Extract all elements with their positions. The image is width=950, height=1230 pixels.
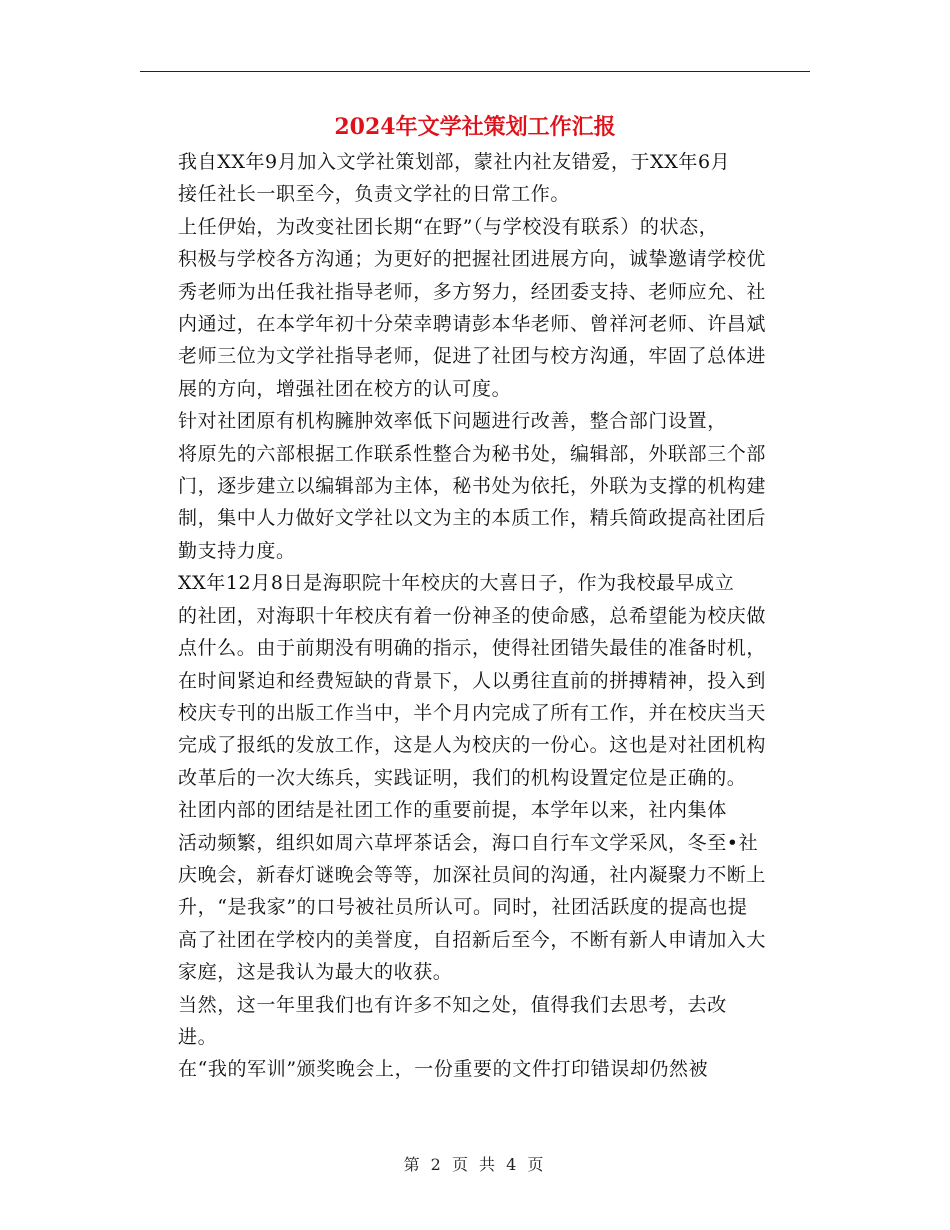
paragraph-line: 针对社团原有机构臃肿效率低下问题进行改善，整合部门设置， <box>178 410 727 433</box>
paragraph-line: 展的方向，增强社团在校方的认可度。 <box>178 377 512 400</box>
paragraph-line: 制，集中人力做好文学社以文为主的本质工作，精兵简政提高社团后 <box>178 507 767 530</box>
paragraph-line: 改革后的一次大练兵，实践证明，我们的机构设置定位是正确的。 <box>178 766 747 789</box>
document-body <box>140 146 810 1086</box>
body-paragraph <box>140 989 810 1054</box>
body-paragraph <box>140 1053 810 1085</box>
paragraph-line: 进。 <box>178 1025 218 1048</box>
paragraph-line: 我自XX年9月加入文学社策划部，蒙社内社友错爱，于XX年6月 <box>178 151 731 173</box>
paragraph-line: 在“我的军训”颁奖晚会上，一份重要的文件打印错误却仍然被 <box>178 1058 709 1081</box>
paragraph-line: 高了社团在学校内的美誉度，自招新后至今，不断有新人申请加入大 <box>178 928 767 951</box>
paragraph-line: 活动频繁，组织如周六草坪茶话会，海口自行车文学采风，冬至•社 <box>178 831 759 854</box>
paragraph-line: 校庆专刊的出版工作当中，半个月内完成了所有工作，并在校庆当天 <box>178 701 767 724</box>
page-number-footer: 第 2 页 共 4 页 <box>403 1155 547 1174</box>
document-title: 2024年文学社策划工作汇报 <box>334 114 616 140</box>
paragraph-line: 将原先的六部根据工作联系性整合为秘书处，编辑部，外联部三个部 <box>178 442 767 465</box>
paragraph-line: 接任社长一职至今，负责文学社的日常工作。 <box>178 183 571 206</box>
paragraph-line: 在时间紧迫和经费短缺的背景下，人以勇往直前的拼搏精神，投入到 <box>178 669 767 692</box>
body-paragraph <box>140 146 810 211</box>
paragraph-line: XX年12月8日是海职院十年校庆的大喜日子，作为我校最早成立 <box>178 572 735 595</box>
paragraph-line: 内通过，在本学年初十分荣幸聘请彭本华老师、曾祥河老师、许昌斌 <box>178 313 767 336</box>
paragraph-line: 庆晚会，新春灯谜晚会等等，加深社员间的沟通，社内凝聚力不断上 <box>178 863 767 886</box>
paragraph-line: 上任伊始，为改变社团长期“在野”（与学校没有联系）的状态， <box>178 215 719 238</box>
body-paragraph <box>140 211 810 405</box>
paragraph-line: 社团内部的团结是社团工作的重要前提，本学年以来，社内集体 <box>178 799 727 822</box>
paragraph-line: 秀老师为出任我社指导老师，多方努力，经团委支持、老师应允、社 <box>178 280 767 303</box>
paragraph-line: 积极与学校各方沟通；为更好的把握社团进展方向，诚挚邀请学校优 <box>178 248 767 271</box>
paragraph-line: 家庭，这是我认为最大的收获。 <box>178 961 453 984</box>
body-paragraph <box>140 567 810 794</box>
paragraph-line: 勤支持力度。 <box>178 539 296 562</box>
paragraph-line: 当然，这一年里我们也有许多不知之处，值得我们去思考，去改 <box>178 993 727 1016</box>
paragraph-line: 的社团，对海职十年校庆有着一份神圣的使命感，总希望能为校庆做 <box>178 604 767 627</box>
paragraph-line: 门，逐步建立以编辑部为主体，秘书处为依托，外联为支撑的机构建 <box>178 475 767 498</box>
body-paragraph <box>140 794 810 988</box>
paragraph-line: 老师三位为文学社指导老师，促进了社团与校方沟通，牢固了总体进 <box>178 345 767 368</box>
paragraph-line: 点什么。由于前期没有明确的指示，使得社团错失最佳的准备时机， <box>178 637 767 660</box>
body-paragraph <box>140 405 810 567</box>
paragraph-line: 完成了报纸的发放工作，这是人为校庆的一份心。这也是对社团机构 <box>178 734 767 757</box>
paragraph-line: 升，“是我家”的口号被社员所认可。同时，社团活跃度的提高也提 <box>178 896 748 919</box>
header-rule <box>140 71 810 72</box>
